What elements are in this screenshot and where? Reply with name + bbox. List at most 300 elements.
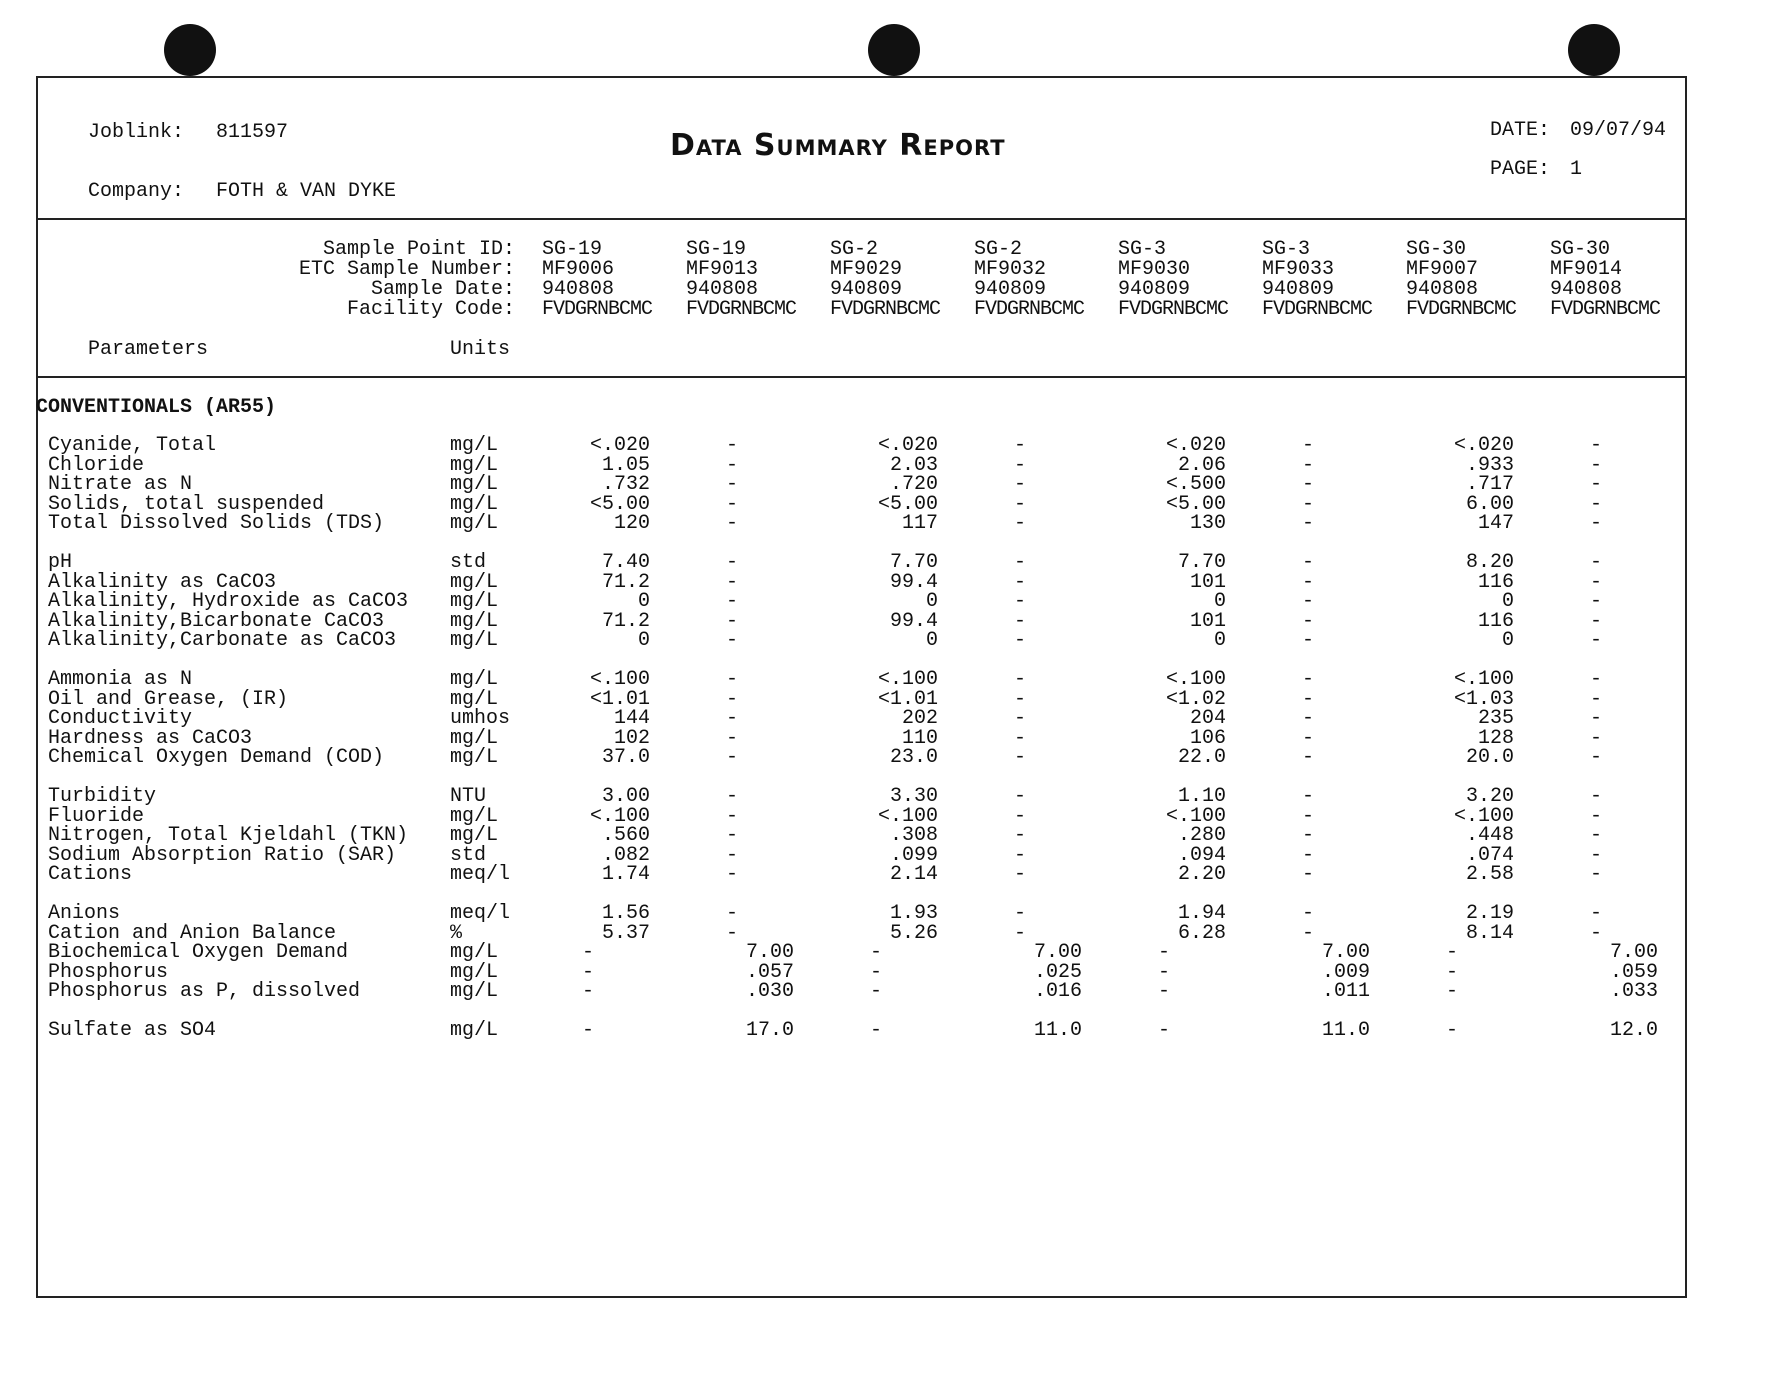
- value-cell: 7.70: [1177, 551, 1226, 574]
- value-cell: -: [726, 863, 739, 886]
- value-cell: 110: [901, 726, 938, 750]
- value-cell: 1.74: [601, 863, 650, 886]
- sample-id-8: SG-30: [1550, 238, 1611, 261]
- sample-date-5: 940809: [1118, 278, 1191, 301]
- sample-date-2: 940808: [686, 278, 759, 301]
- value-cell: -: [726, 707, 739, 730]
- value-cell: 130: [1189, 512, 1226, 535]
- sample-facility-1: FVDGRNBCMC: [542, 298, 653, 321]
- value-cell: -: [1158, 1019, 1171, 1042]
- value-cell: 101: [1189, 609, 1226, 633]
- value-cell: 7.70: [889, 551, 938, 574]
- value-cell: -: [726, 492, 739, 516]
- sample-etc-3: MF9029: [830, 258, 903, 281]
- value-cell: 2.20: [1177, 863, 1226, 886]
- value-cell: 0: [1501, 590, 1514, 613]
- value-cell: -: [870, 980, 883, 1003]
- value-cell: -: [1590, 843, 1603, 867]
- value-cell: 1.10: [1177, 785, 1226, 808]
- parameter-name: Alkalinity,Bicarbonate CaCO3: [48, 609, 385, 633]
- value-cell: 22.0: [1177, 746, 1226, 769]
- value-cell: 0: [637, 590, 650, 613]
- value-cell: -: [1014, 609, 1027, 633]
- parameter-name: Chloride: [48, 453, 145, 477]
- value-cell: -: [1014, 668, 1027, 691]
- value-cell: -: [1590, 590, 1603, 613]
- sample-etc-1: MF9006: [542, 258, 615, 281]
- parameter-unit: mg/L: [450, 824, 499, 847]
- value-cell: .082: [601, 843, 650, 867]
- sample-id-4: SG-2: [974, 238, 1023, 261]
- section-title: CONVENTIONALS (AR55): [36, 396, 277, 419]
- parameter-name: Alkalinity as CaCO3: [48, 570, 277, 594]
- value-cell: -: [1158, 960, 1171, 984]
- value-cell: -: [1014, 824, 1027, 847]
- value-cell: 1.93: [889, 902, 938, 925]
- parameter-unit: std: [450, 551, 487, 574]
- sample-facility-8: FVDGRNBCMC: [1550, 298, 1661, 321]
- punch-hole-left: [164, 24, 216, 76]
- value-cell: .057: [745, 960, 794, 984]
- value-cell: 7.00: [1609, 941, 1658, 964]
- value-cell: -: [1302, 453, 1315, 477]
- value-cell: -: [1590, 434, 1603, 457]
- sample-etc-8: MF9014: [1550, 258, 1623, 281]
- value-cell: .059: [1609, 960, 1658, 984]
- value-cell: -: [1014, 785, 1027, 808]
- value-cell: -: [1014, 863, 1027, 886]
- value-cell: 17.0: [745, 1019, 794, 1042]
- value-cell: 3.30: [889, 785, 938, 808]
- parameter-name: Oil and Grease, (IR): [48, 687, 289, 711]
- value-cell: -: [726, 726, 739, 750]
- value-cell: -: [1302, 707, 1315, 730]
- value-cell: -: [582, 980, 595, 1003]
- value-cell: -: [1590, 629, 1603, 652]
- sample-id-6: SG-3: [1262, 238, 1311, 261]
- value-cell: 37.0: [601, 746, 650, 769]
- value-cell: -: [1158, 980, 1171, 1003]
- value-cell: 5.26: [889, 921, 938, 945]
- parameters-header: Parameters: [88, 338, 209, 361]
- sample-date-label: Sample Date:: [370, 278, 515, 301]
- joblink-value: 811597: [216, 121, 289, 144]
- value-cell: 204: [1189, 707, 1226, 730]
- sample-etc-7: MF9007: [1406, 258, 1479, 281]
- value-cell: 8.14: [1465, 921, 1514, 945]
- value-cell: 20.0: [1465, 746, 1514, 769]
- value-cell: 99.4: [889, 570, 938, 594]
- value-cell: -: [1302, 843, 1315, 867]
- parameter-unit: mg/L: [450, 492, 499, 516]
- sample-point-id-label: Sample Point ID:: [322, 238, 515, 261]
- value-cell: -: [1014, 473, 1027, 496]
- value-cell: -: [1590, 668, 1603, 691]
- sample-id-5: SG-3: [1118, 238, 1167, 261]
- value-cell: 11.0: [1321, 1019, 1370, 1042]
- value-cell: -: [1590, 551, 1603, 574]
- date-label: DATE:: [1490, 119, 1551, 142]
- value-cell: -: [1302, 863, 1315, 886]
- column-header-divider: [36, 376, 1687, 378]
- value-cell: 99.4: [889, 609, 938, 633]
- value-cell: 0: [1213, 629, 1226, 652]
- value-cell: .009: [1321, 960, 1370, 984]
- value-cell: .094: [1177, 843, 1226, 867]
- parameter-unit: mg/L: [450, 980, 499, 1003]
- parameter-name: Turbidity: [48, 785, 157, 808]
- value-cell: <.100: [1165, 804, 1226, 828]
- sample-etc-2: MF9013: [686, 258, 759, 281]
- value-cell: 3.00: [601, 785, 650, 808]
- value-cell: <.020: [589, 434, 650, 457]
- value-cell: -: [1014, 453, 1027, 477]
- parameter-name: Alkalinity,Carbonate as CaCO3: [48, 629, 397, 652]
- value-cell: -: [726, 668, 739, 691]
- punch-hole-center: [868, 24, 920, 76]
- value-cell: 235: [1477, 707, 1514, 730]
- value-cell: -: [726, 843, 739, 867]
- parameter-unit: mg/L: [450, 590, 499, 613]
- parameter-unit: mg/L: [450, 804, 499, 828]
- parameter-unit: umhos: [450, 707, 511, 730]
- value-cell: 0: [1501, 629, 1514, 652]
- value-cell: -: [1302, 434, 1315, 457]
- value-cell: -: [1014, 570, 1027, 594]
- parameter-name: Phosphorus as P, dissolved: [48, 980, 361, 1003]
- value-cell: 12.0: [1609, 1019, 1658, 1042]
- value-cell: -: [726, 551, 739, 574]
- value-cell: 2.03: [889, 453, 938, 477]
- sample-date-7: 940808: [1406, 278, 1479, 301]
- value-cell: -: [726, 512, 739, 535]
- value-cell: -: [1590, 902, 1603, 925]
- value-cell: -: [1302, 590, 1315, 613]
- value-cell: 3.20: [1465, 785, 1514, 808]
- value-cell: -: [1014, 590, 1027, 613]
- value-cell: <.020: [1165, 434, 1226, 457]
- value-cell: .025: [1033, 960, 1082, 984]
- sample-id-7: SG-30: [1406, 238, 1467, 261]
- value-cell: -: [1014, 687, 1027, 711]
- value-cell: -: [726, 921, 739, 945]
- parameter-unit: mg/L: [450, 941, 499, 964]
- value-cell: -: [1302, 512, 1315, 535]
- value-cell: 7.00: [1321, 941, 1370, 964]
- value-cell: 5.37: [601, 921, 650, 945]
- value-cell: .033: [1609, 980, 1658, 1003]
- value-cell: 71.2: [601, 609, 650, 633]
- value-cell: <1.01: [589, 687, 650, 711]
- value-cell: -: [1590, 921, 1603, 945]
- value-cell: .560: [601, 824, 650, 847]
- value-cell: 1.56: [601, 902, 650, 925]
- value-cell: 7.40: [601, 551, 650, 574]
- value-cell: 120: [613, 512, 650, 535]
- value-cell: -: [1590, 609, 1603, 633]
- parameter-unit: NTU: [450, 785, 487, 808]
- value-cell: 116: [1477, 570, 1514, 594]
- value-cell: 106: [1189, 726, 1226, 750]
- value-cell: -: [1302, 492, 1315, 516]
- value-cell: -: [726, 687, 739, 711]
- parameter-name: Conductivity: [48, 707, 193, 730]
- sample-id-3: SG-2: [830, 238, 879, 261]
- parameter-unit: mg/L: [450, 746, 499, 769]
- company-value: FOTH & VAN DYKE: [216, 180, 397, 203]
- value-cell: .074: [1465, 843, 1514, 867]
- value-cell: -: [870, 960, 883, 984]
- value-cell: <.100: [877, 804, 938, 828]
- punch-hole-right: [1568, 24, 1620, 76]
- parameter-unit: meq/l: [450, 902, 511, 925]
- parameter-name: Sodium Absorption Ratio (SAR): [48, 843, 397, 867]
- value-cell: -: [1590, 707, 1603, 730]
- parameter-name: Nitrogen, Total Kjeldahl (TKN): [48, 824, 409, 847]
- parameter-name: Phosphorus: [48, 960, 169, 984]
- sample-date-8: 940808: [1550, 278, 1623, 301]
- value-cell: <5.00: [1165, 492, 1226, 516]
- parameter-name: Anions: [48, 902, 121, 925]
- value-cell: -: [1590, 863, 1603, 886]
- parameter-unit: meq/l: [450, 863, 511, 886]
- value-cell: 23.0: [889, 746, 938, 769]
- value-cell: 0: [637, 629, 650, 652]
- value-cell: -: [1302, 668, 1315, 691]
- value-cell: .016: [1033, 980, 1082, 1003]
- parameter-name: Cation and Anion Balance: [48, 921, 337, 945]
- value-cell: .011: [1321, 980, 1370, 1003]
- value-cell: -: [1446, 980, 1459, 1003]
- value-cell: -: [1302, 726, 1315, 750]
- parameter-name: Ammonia as N: [48, 668, 193, 691]
- value-cell: -: [1014, 843, 1027, 867]
- etc-sample-number-label: ETC Sample Number:: [298, 258, 515, 281]
- value-cell: -: [726, 824, 739, 847]
- value-cell: .732: [601, 473, 650, 496]
- parameter-name: Cations: [48, 863, 133, 886]
- value-cell: .933: [1465, 453, 1514, 477]
- value-cell: 6.28: [1177, 921, 1226, 945]
- value-cell: -: [726, 785, 739, 808]
- value-cell: 101: [1189, 570, 1226, 594]
- value-cell: <5.00: [877, 492, 938, 516]
- parameter-unit: mg/L: [450, 1019, 499, 1042]
- value-cell: 128: [1477, 726, 1514, 750]
- value-cell: -: [1302, 902, 1315, 925]
- value-cell: <.020: [1453, 434, 1514, 457]
- parameter-unit: mg/L: [450, 453, 499, 477]
- value-cell: -: [1014, 804, 1027, 828]
- value-cell: -: [1014, 707, 1027, 730]
- value-cell: 116: [1477, 609, 1514, 633]
- parameter-name: Cyanide, Total: [48, 434, 217, 457]
- value-cell: .030: [745, 980, 794, 1003]
- value-cell: -: [726, 902, 739, 925]
- sample-facility-3: FVDGRNBCMC: [830, 298, 941, 321]
- value-cell: -: [726, 629, 739, 652]
- value-cell: -: [1014, 902, 1027, 925]
- value-cell: -: [1014, 629, 1027, 652]
- sample-etc-6: MF9033: [1262, 258, 1335, 281]
- sample-date-4: 940809: [974, 278, 1047, 301]
- value-cell: -: [1014, 921, 1027, 945]
- sample-id-2: SG-19: [686, 238, 747, 261]
- value-cell: -: [726, 453, 739, 477]
- value-cell: 1.05: [601, 453, 650, 477]
- value-cell: -: [1302, 921, 1315, 945]
- value-cell: -: [1014, 746, 1027, 769]
- parameter-name: Biochemical Oxygen Demand: [48, 941, 349, 964]
- sample-date-3: 940809: [830, 278, 903, 301]
- value-cell: 117: [901, 512, 938, 535]
- parameter-unit: mg/L: [450, 687, 499, 711]
- sample-date-6: 940809: [1262, 278, 1335, 301]
- value-cell: -: [1302, 687, 1315, 711]
- value-cell: -: [1446, 1019, 1459, 1042]
- value-cell: -: [1302, 473, 1315, 496]
- value-cell: -: [726, 590, 739, 613]
- value-cell: -: [1590, 785, 1603, 808]
- value-cell: -: [1014, 434, 1027, 457]
- value-cell: <.020: [877, 434, 938, 457]
- parameter-unit: mg/L: [450, 668, 499, 691]
- value-cell: <.100: [1453, 804, 1514, 828]
- parameter-name: Total Dissolved Solids (TDS): [48, 512, 385, 535]
- value-cell: .717: [1465, 473, 1514, 496]
- value-cell: <5.00: [589, 492, 650, 516]
- parameter-unit: mg/L: [450, 726, 499, 750]
- sample-etc-4: MF9032: [974, 258, 1047, 281]
- value-cell: .280: [1177, 824, 1226, 847]
- value-cell: -: [1302, 804, 1315, 828]
- value-cell: -: [582, 941, 595, 964]
- value-cell: -: [870, 941, 883, 964]
- value-cell: 147: [1477, 512, 1514, 535]
- value-cell: 7.00: [745, 941, 794, 964]
- parameter-name: Solids, total suspended: [48, 492, 325, 516]
- value-cell: -: [1302, 629, 1315, 652]
- value-cell: -: [1590, 804, 1603, 828]
- sample-facility-7: FVDGRNBCMC: [1406, 298, 1517, 321]
- parameter-unit: %: [450, 921, 463, 945]
- value-cell: 0: [925, 590, 938, 613]
- parameter-unit: std: [450, 843, 487, 867]
- parameter-unit: mg/L: [450, 473, 499, 496]
- value-cell: -: [726, 746, 739, 769]
- value-cell: 2.14: [889, 863, 938, 886]
- value-cell: -: [1014, 726, 1027, 750]
- units-header: Units: [450, 338, 511, 361]
- value-cell: -: [1590, 570, 1603, 594]
- value-cell: -: [582, 1019, 595, 1042]
- value-cell: 11.0: [1033, 1019, 1082, 1042]
- sample-facility-5: FVDGRNBCMC: [1118, 298, 1229, 321]
- value-cell: -: [1302, 609, 1315, 633]
- value-cell: 7.00: [1033, 941, 1082, 964]
- value-cell: <1.03: [1453, 687, 1514, 711]
- value-cell: -: [1302, 746, 1315, 769]
- value-cell: 102: [613, 726, 650, 750]
- value-cell: -: [726, 570, 739, 594]
- parameter-name: Nitrate as N: [48, 473, 193, 496]
- page-number: 1: [1570, 158, 1583, 181]
- value-cell: <.500: [1165, 473, 1226, 496]
- parameter-name: Sulfate as SO4: [48, 1019, 217, 1042]
- value-cell: 6.00: [1465, 492, 1514, 516]
- value-cell: -: [1014, 512, 1027, 535]
- sample-facility-2: FVDGRNBCMC: [686, 298, 797, 321]
- value-cell: -: [1590, 473, 1603, 496]
- value-cell: 2.19: [1465, 902, 1514, 925]
- parameter-name: Alkalinity, Hydroxide as CaCO3: [48, 590, 409, 613]
- parameter-name: Hardness as CaCO3: [48, 726, 253, 750]
- parameter-unit: mg/L: [450, 629, 499, 652]
- value-cell: -: [1014, 492, 1027, 516]
- value-cell: .099: [889, 843, 938, 867]
- page-label: PAGE:: [1490, 158, 1551, 181]
- value-cell: -: [1014, 551, 1027, 574]
- value-cell: -: [726, 804, 739, 828]
- sample-facility-4: FVDGRNBCMC: [974, 298, 1085, 321]
- value-cell: -: [582, 960, 595, 984]
- value-cell: 71.2: [601, 570, 650, 594]
- value-cell: 144: [613, 707, 650, 730]
- value-cell: 202: [901, 707, 938, 730]
- value-cell: -: [870, 1019, 883, 1042]
- value-cell: -: [726, 434, 739, 457]
- value-cell: -: [726, 473, 739, 496]
- value-cell: -: [1446, 941, 1459, 964]
- value-cell: 1.94: [1177, 902, 1226, 925]
- sample-date-1: 940808: [542, 278, 615, 301]
- value-cell: -: [726, 609, 739, 633]
- value-cell: <1.02: [1165, 687, 1226, 711]
- parameter-name: pH: [48, 551, 73, 574]
- value-cell: <1.01: [877, 687, 938, 711]
- value-cell: -: [1590, 726, 1603, 750]
- sample-facility-6: FVDGRNBCMC: [1262, 298, 1373, 321]
- value-cell: -: [1302, 824, 1315, 847]
- value-cell: -: [1302, 785, 1315, 808]
- value-cell: <.100: [589, 668, 650, 691]
- header-divider: [36, 218, 1687, 220]
- value-cell: -: [1590, 453, 1603, 477]
- value-cell: -: [1446, 960, 1459, 984]
- value-cell: -: [1590, 746, 1603, 769]
- joblink-label: Joblink:: [88, 121, 185, 144]
- value-cell: -: [1590, 512, 1603, 535]
- value-cell: 0: [1213, 590, 1226, 613]
- parameter-unit: mg/L: [450, 570, 499, 594]
- value-cell: -: [1590, 824, 1603, 847]
- value-cell: <.100: [589, 804, 650, 828]
- date-value: 09/07/94: [1570, 119, 1667, 142]
- value-cell: .720: [889, 473, 938, 496]
- parameter-name: Chemical Oxygen Demand (COD): [48, 746, 385, 769]
- value-cell: -: [1590, 687, 1603, 711]
- value-cell: <.100: [1453, 668, 1514, 691]
- company-label: Company:: [88, 180, 185, 203]
- value-cell: -: [1302, 570, 1315, 594]
- parameter-name: Fluoride: [48, 804, 145, 828]
- value-cell: <.100: [1165, 668, 1226, 691]
- value-cell: 2.06: [1177, 453, 1226, 477]
- facility-code-label: Facility Code:: [346, 298, 515, 321]
- value-cell: .308: [889, 824, 938, 847]
- value-cell: -: [1302, 551, 1315, 574]
- value-cell: 0: [925, 629, 938, 652]
